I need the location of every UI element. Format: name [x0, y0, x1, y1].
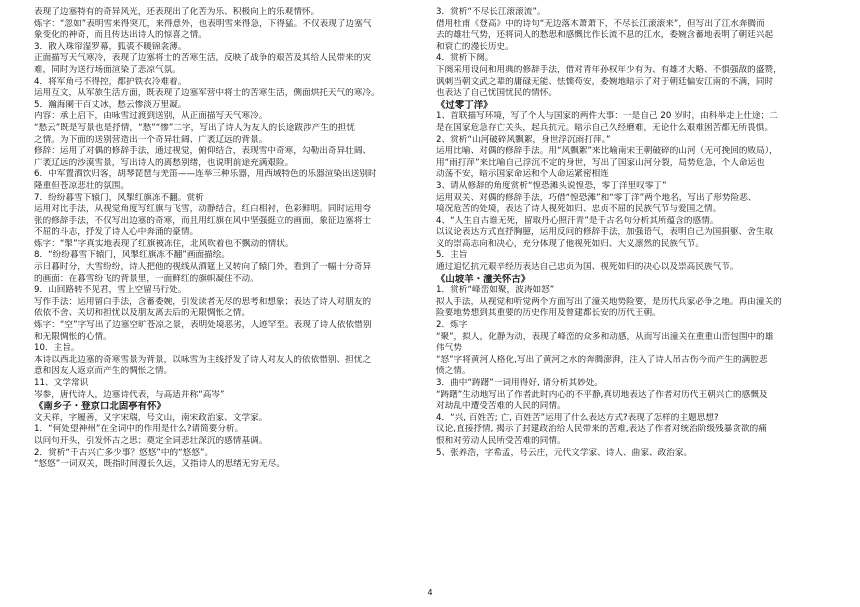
text-line: “聚”，拟人，化静为动，表现了峰峦的众多和动感，从而写出潼关在重重山峦包围中的雄 [436, 331, 774, 342]
text-line: 议论,直接抒情, 揭示了封建政治给人民带来的苦难,表达了作者对统治阶级残暴贪欲的痛 [436, 424, 767, 435]
text-line: 7．纷纷暮雪下辕门，风掣红旗冻不翻。赏析 [34, 192, 204, 203]
text-line: 10．主旨。 [34, 343, 80, 354]
text-line: 2．赏析“千古兴亡多少事？悠悠”中的“悠悠”。 [34, 447, 214, 458]
text-line: 运用比喻、对偶的修辞手法。用“风飘絮”来比喻南宋王朝破碎的山河（无可挽回的败局）， [436, 146, 778, 157]
text-line: 去的雄壮气势，还将词人的愁思和感慨比作长流不息的江水，委婉含蓄地表明了朝廷兴起 [436, 30, 774, 41]
text-line: 拟人手法，从视觉和听觉两个方面写出了潼关地势险要，是历代兵家必争之地。再由潼关的 [436, 296, 782, 307]
text-line: 3．赏析“不尽长江滚滚流”。 [436, 7, 546, 17]
text-line: 1．“何处望神州”在全词中的作用是什么?请简要分析。 [34, 424, 244, 435]
text-line: 11、文学常识 [34, 378, 89, 388]
text-line: 表现了边塞特有的奇异风光，还表现出了化苦为乐、积极向上的乐观情怀。 [34, 7, 320, 17]
text-line: 依依不舍、关切和担忧以及朋友离去后的无限惆怅之情。 [34, 308, 251, 319]
text-line: 文天祥，字履善，又字宋瑞，号文山，南宋政治家、文学家。 [34, 412, 268, 423]
text-line: 正面描写天气寒冷，表现了边塞将士的苦寒生活，反映了战争的艰苦及其给人民带来的灾 [34, 53, 372, 64]
page-number: 4 [427, 588, 433, 597]
text-line: 4．赏析下阕。 [436, 53, 494, 64]
text-line: 借用杜甫《登高》中的诗句“无边落木萧萧下，不尽长江滚滚来”，但写出了江水奔腾而 [436, 18, 765, 29]
section-heading: 《过零丁洋》 [436, 99, 493, 111]
text-line: 6．中军置酒饮归客，胡琴琵琶与羌笛——连举三种乐器，用西域特色的乐器渲染出送别时 [34, 169, 377, 180]
text-line: 炼字：“空”字写出了边塞空旷苍凉之景，表明处境恶劣，人迹罕至。表现了诗人依依惜别 [34, 320, 372, 331]
text-line: 也表达了自己忧国忧民的情怀。 [436, 88, 558, 99]
text-line: 广袤辽远的沙漠雪景，写出诗人的离愁别绪，也说明前途充满艰险。 [34, 157, 294, 168]
text-line: 炼字：“忽如”表明雪来得突兀，来得意外，也表明雪来得急，下得猛。不仅表现了边塞气 [34, 18, 372, 29]
section-heading: 《南乡子・登京口北固亭有怀》 [34, 401, 166, 413]
text-line: 恨和对劳动人民所受苦难的同情。 [436, 435, 566, 446]
right-column [436, 7, 828, 459]
text-line: 伟气势 [436, 343, 462, 354]
text-line: 5、张养浩，字希孟，号云庄，元代文学家、诗人、曲家、政治家。 [436, 447, 693, 458]
text-line: 运用双关、对偶的修辞手法，巧借“惶恐滩”和“零丁洋”两个地名，写出了形势险恶、 [436, 192, 757, 203]
text-line: 运用对比手法，从视觉角度写红旗与飞雪，动静结合，红白相衬，色彩鲜明。同时运用夸 [34, 204, 372, 215]
text-line: 4．将军角弓不得控，都护铁衣冷难着。 [34, 76, 187, 87]
text-line: 对劫乱中遭受苦难的人民的同情。 [436, 401, 566, 412]
text-line: 张的修辞手法，不仅写出边塞的奇寒，而且用红旗在风中坚强挺立的画面，象征边塞将士 [34, 215, 372, 226]
text-line: 3、请从修辞的角度赏析“惶恐滩头说惶恐，零丁洋里叹零丁” [436, 180, 667, 191]
text-line: 炼字：“掣”字真实地表现了红旗被冻住，北风吹着也不飘动的情状。 [34, 238, 294, 249]
text-line: 示日暮时分，大雪纷纷，诗人把他的视线从酒筵上又转向了辕门外，看到了一幅十分奇异 [34, 262, 372, 273]
text-line: 意和因友人返京而产生的惆怅之情。 [34, 366, 173, 377]
text-line: 的画面：在暮雪纷飞的背景里，一面鲜红的旗帜凝住不动。 [34, 273, 259, 284]
text-line: 以议论表达方式直抒胸臆，运用反问的修辞手法，加强语气，表明自己为国捐躯、舍生取 [436, 227, 774, 238]
text-line: 修辞：运用了对偶的修辞手法，通过视觉，俯仰结合，表现雪中奇寒，勾勒出奇异壮阔、 [34, 146, 372, 157]
text-line: “悠悠”一词双关，既指时间漫长久远，又指诗人的思绪无穷无尽。 [34, 459, 286, 470]
text-line: 和衰亡的漫长历史。 [436, 41, 514, 52]
text-line: 岑参，唐代诗人，边塞诗代表，与高适并称“高岑” [34, 389, 225, 400]
text-line: 通过追忆抗元艰辛经历表达自己忠贞为国、视死如归的决心以及崇高民族气节。 [436, 262, 739, 273]
text-line: 境况危苦的处境，表达了诗人视死如归、忠贞不屈的民族气节与爱国之情。 [436, 204, 722, 215]
text-line: 3．曲中“踌躇”一词用得好, 请分析其妙处。 [436, 378, 604, 388]
text-line: 隆重但苍凉悲壮的氛围。 [34, 180, 130, 191]
text-line: 难，同时为送行场面渲染了悲凉气氛。 [34, 64, 181, 75]
text-line: 以问句开头，引发怀古之思；奠定全词悲壮深沉的感情基调。 [34, 435, 268, 446]
text-line: 4、“人生自古谁无死，留取丹心照汗青”是千古名句分析其所蕴含的感情。 [436, 215, 719, 226]
text-line: 写作手法：运用留白手法，含蓄委婉，引发读者无尽的思考和想象；表达了诗人对朋友的 [34, 296, 372, 307]
text-line: 象变化的神奇，而且传达出诗人的惊喜之情。 [34, 30, 207, 41]
text-line: 2、赏析“山河破碎风飘絮，身世浮沉雨打萍。” [436, 134, 611, 145]
section-heading: 《山坡羊・潼关怀古》 [436, 273, 531, 285]
text-line: 内容：承上启下，由咏雪过渡到送别，从正面描写天气寒冷。 [34, 111, 268, 122]
text-line: 是在国家危急存亡关头，起兵抗元。暗示自己久经磨难，无论什么艰难困苦都无所畏惧。 [436, 122, 774, 133]
text-line: 和无限惆怅的心情。 [34, 331, 112, 342]
text-line: 愤之情。 [436, 366, 471, 377]
text-line: 1．赏析“峰峦如聚，波涛如怒” [436, 285, 555, 296]
text-line: 险要地势想到其重要的历史作用及曾建都长安的历代王朝。 [436, 308, 661, 319]
text-line: 运用互文，从军旅生活方面，既表现了边塞军营中将士的苦寒生活，侧面烘托天气的寒冷。 [34, 88, 380, 99]
text-line: 本诗以西北边塞的奇寒雪景为背景，以咏雪为主线抒发了诗人对友人的依依惜别、担忧之 [34, 354, 372, 365]
text-line: “踌躇”生动地写出了作者此时内心的不平静,真切地表达了作者对历代王朝兴亡的感慨及 [436, 389, 768, 400]
text-line: 不屈的斗志，抒发了诗人心中奔涌的豪情。 [34, 227, 199, 238]
text-line: 2．炼字 [436, 320, 468, 331]
text-line: 9．山回路转不见君，雪上空留马行处。 [34, 285, 187, 296]
text-line: 讽刺当朝文武之辈的庸碌无能、怯懦苟安，委婉地暗示了对于朝廷偏安江南的不满，同时 [436, 76, 774, 87]
text-line: “怒”字将黄河人格化,写出了黄河之水的奔腾澎湃，注入了诗人吊古伤今而产生的满腔悲 [436, 354, 768, 365]
text-line: 1、首联描写环境，写了个人与国家的两件大事：一是自己 20 岁时，由科举走上仕途；二 [436, 111, 778, 122]
text-line: “愁云”既是写景也是抒情，“愁”“惨”二字，写出了诗人为友人的长途跋涉产生的担忧 [34, 122, 355, 133]
text-line: 4．“兴, 百姓苦; 亡, 百姓苦”运用了什么表达方式?表现了怎样的主题思想? [436, 412, 719, 423]
text-line: 5．主旨 [436, 250, 468, 261]
text-line: 8．“纷纷暮雪下辕门，风掣红旗冻不翻”画面描绘。 [34, 250, 231, 261]
text-line: 义的崇高志向和决心，充分体现了他视死如归、大义凛然的民族气节。 [436, 238, 704, 249]
text-line: 用“雨打萍”来比喻自己浮沉不定的身世，写出了国家山河分裂，局势危急，个人命运也 [436, 157, 765, 168]
text-line: 下阕采用设问和用典的修辞手法，借对青年孙权年少有为、有雄才大略、不惧强敌的盛赞， [436, 64, 782, 75]
text-line: 3．散入珠帘湿罗幕，狐裘不暖锦衾薄。 [34, 41, 187, 52]
left-column [34, 7, 427, 471]
text-line: 动荡不安，暗示国家命运和个人命运紧密相连 [436, 169, 609, 180]
text-line: 之情。为下面的送别营造出一个奇异壮阔、广袤辽远的背景。 [34, 134, 268, 145]
text-line: 5．瀚海阑干百丈冰，愁云惨淡万里凝。 [34, 99, 187, 110]
